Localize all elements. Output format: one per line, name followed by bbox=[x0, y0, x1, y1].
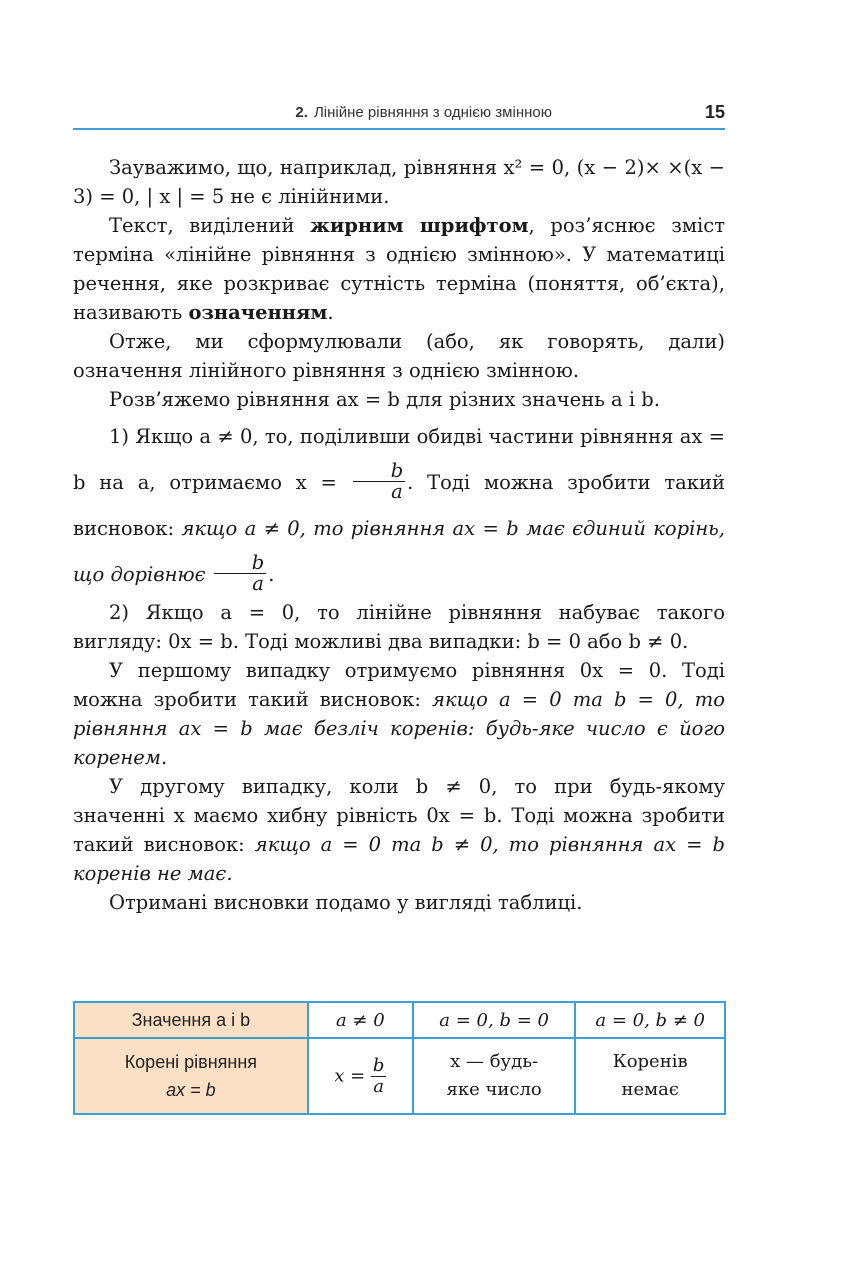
main-text bbox=[73, 153, 725, 917]
table-cell: Коренів немає bbox=[575, 1038, 725, 1114]
paragraph-4: Розв’яжемо рівняння ax = b для різних значень a і b. bbox=[109, 388, 660, 411]
section-title-text: Лінійне рівняння з однією змінною bbox=[313, 104, 552, 121]
table-cell: x — будь- яке число bbox=[413, 1038, 575, 1114]
paragraph-3: Отже, ми сформулювали (або, як говорять, дали) означення лінійного рівняння з однією змінною. bbox=[73, 330, 725, 382]
paragraph-2: Текст, виділений жирним шрифтом, роз’яснює зміст терміна «лінійне рівняння з однією змінною». У математиці речення, яке розкриває сутність терміна (поняття, об’єкта), називають означенням. bbox=[73, 214, 725, 324]
table-header-roots: Корені рівняння ax = b bbox=[74, 1038, 308, 1114]
table-cell: x = $\frac{b}{a}$ bbox=[308, 1038, 413, 1114]
table-row bbox=[74, 1002, 725, 1038]
conclusion-2: якщо a = 0 та b = 0, то рівняння ax = b має безліч коренів: будь-яке число є його коренем. bbox=[73, 688, 725, 769]
paragraph-5: 1) Якщо a ≠ 0, то, поділивши обидві частини рівняння ax = b на a, отримаємо x = $\frac{b}{a}$ . Тоді можна зробити такий висновок: якщо a ≠ 0, то рівняння ax = b має єдиний корінь, що дорівнює $\frac{b}{a}$ . bbox=[73, 425, 725, 595]
paragraph-6: 2) Якщо a = 0, то лінійне рівняння набуває такого вигляду: 0x = b. Тоді можливі два випадки: b = 0 або b ≠ 0. bbox=[73, 601, 725, 653]
fraction-b-over-a-2: $\frac{b}{a}$ bbox=[214, 553, 266, 594]
bold-term-1: жирним шрифтом bbox=[310, 214, 529, 237]
table-cell: a = 0, b = 0 bbox=[413, 1002, 575, 1038]
section-number: 2. bbox=[295, 104, 308, 121]
page-number: 15 bbox=[704, 102, 725, 122]
paragraph-9: Отримані висновки подамо у вигляді таблиці. bbox=[109, 891, 583, 914]
paragraph-8: У другому випадку, коли b ≠ 0, то при будь-якому значенні x маємо хибну рівність 0x = b. Тоді можна зробити такий висновок: якщо a = 0 та b ≠ 0, то рівняння ax = b коренів не має. bbox=[73, 775, 725, 885]
section-title bbox=[295, 104, 552, 121]
summary-table bbox=[73, 1001, 726, 1115]
conclusion-3: якщо a = 0 та b ≠ 0, то рівняння ax = b коренів не має. bbox=[73, 833, 725, 885]
paragraph-1: Зауважимо, що, наприклад, рівняння x² = 0, (x − 2)× ×(x − 3) = 0, | x | = 5 не є лінійними. bbox=[73, 156, 725, 208]
paragraph-7: У першому випадку отримуємо рівняння 0x = 0. Тоді можна зробити такий висновок: якщо a = 0 та b = 0, то рівняння ax = b має безліч коренів: будь-яке число є його коренем. bbox=[73, 659, 725, 769]
table-fraction: $\frac{b}{a}$ bbox=[372, 1054, 385, 1097]
fraction-b-over-a: $\frac{b}{a}$ bbox=[353, 461, 405, 502]
conclusion-1: якщо a ≠ 0, то рівняння ax = b має єдиний корінь, що дорівнює bbox=[73, 517, 725, 586]
running-header bbox=[73, 98, 725, 130]
table-row bbox=[74, 1038, 725, 1114]
table-cell: a = 0, b ≠ 0 bbox=[575, 1002, 725, 1038]
bold-term-2: означенням bbox=[188, 301, 328, 324]
table-cell: a ≠ 0 bbox=[308, 1002, 413, 1038]
table-header-values: Значення a і b bbox=[74, 1002, 308, 1038]
